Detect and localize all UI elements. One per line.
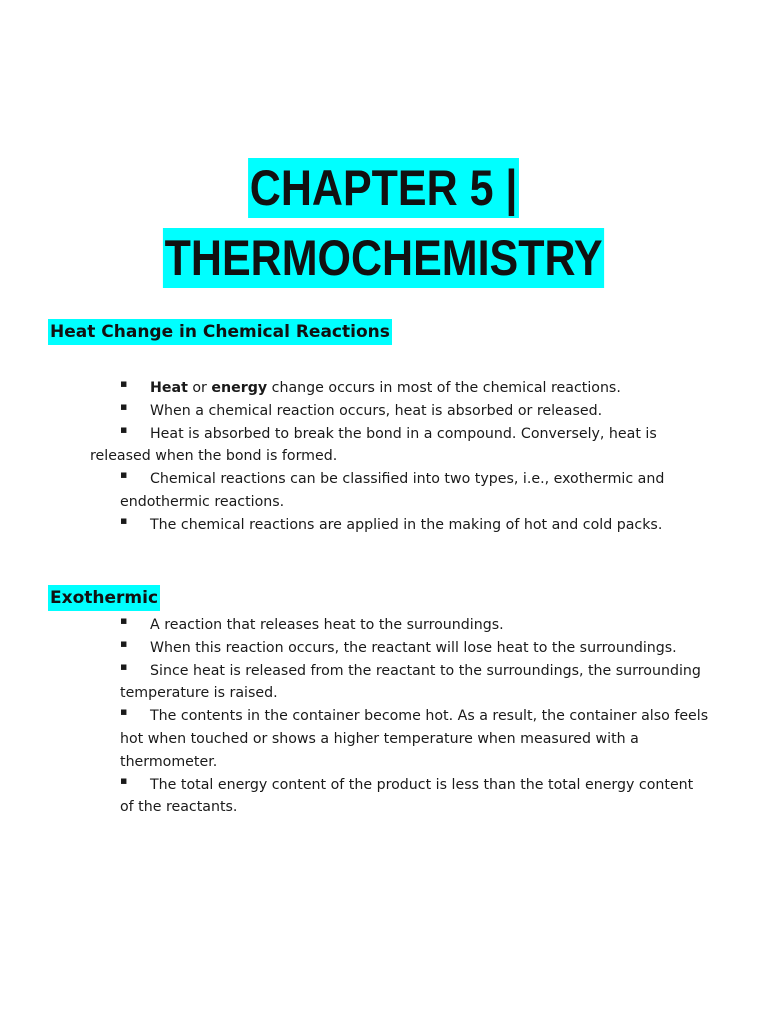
item-text: The contents in the container become hot. As a result, the container also feels hot when touched or shows a higher temperature when measured with a thermometer. bbox=[120, 708, 709, 770]
chapter-title bbox=[0, 158, 768, 288]
list-item bbox=[120, 637, 710, 660]
bullet-icon: ▪ bbox=[120, 636, 128, 650]
list-item bbox=[120, 377, 710, 400]
term-heat: Heat bbox=[150, 380, 188, 396]
bullet-icon: ▪ bbox=[120, 614, 128, 627]
list-item bbox=[120, 705, 710, 773]
bullet-icon: ▪ bbox=[120, 468, 128, 482]
bullet-icon: ▪ bbox=[120, 773, 128, 787]
chapter-title-line2: THERMOCHEMISTRY bbox=[165, 230, 603, 286]
item-text: change occurs in most of the chemical reactions. bbox=[267, 380, 621, 396]
bullet-icon: ▪ bbox=[120, 705, 128, 719]
item-text: Heat is absorbed to break the bond in a compound. Conversely, heat is released when the bond is formed. bbox=[90, 425, 657, 465]
section-heading-heat-change: Heat Change in Chemical Reactions bbox=[48, 319, 392, 345]
chapter-title-line1: CHAPTER 5 | bbox=[250, 160, 518, 216]
bullet-icon: ▪ bbox=[120, 422, 128, 436]
bullet-icon: ▪ bbox=[120, 399, 128, 413]
bullet-icon: ▪ bbox=[120, 659, 128, 673]
list-item bbox=[120, 514, 710, 537]
list-item bbox=[120, 400, 710, 423]
list-item bbox=[120, 660, 710, 706]
item-text: Since heat is released from the reactant to the surroundings, the surrounding temperature is raised. bbox=[120, 662, 701, 702]
list-item bbox=[120, 614, 710, 637]
item-text: When this reaction occurs, the reactant will lose heat to the surroundings. bbox=[150, 639, 677, 656]
item-text: Chemical reactions can be classified into two types, i.e., exothermic and endothermic reactions. bbox=[120, 471, 665, 510]
item-text: The chemical reactions are applied in the making of hot and cold packs. bbox=[150, 516, 663, 533]
bullet-icon: ▪ bbox=[120, 377, 128, 390]
list-item bbox=[120, 774, 710, 820]
item-text: A reaction that releases heat to the surroundings. bbox=[150, 617, 504, 633]
item-text: or bbox=[187, 380, 212, 396]
section-heading-exothermic: Exothermic bbox=[48, 585, 160, 611]
section-exothermic-list bbox=[120, 614, 710, 819]
section-heat-change-list bbox=[90, 377, 710, 537]
list-item bbox=[120, 468, 710, 514]
term-energy: energy bbox=[211, 380, 268, 396]
item-text: The total energy content of the product is less than the total energy content of the reactants. bbox=[120, 776, 694, 816]
item-text: When a chemical reaction occurs, heat is absorbed or released. bbox=[150, 402, 603, 419]
bullet-icon: ▪ bbox=[120, 513, 128, 527]
list-item bbox=[90, 423, 710, 469]
